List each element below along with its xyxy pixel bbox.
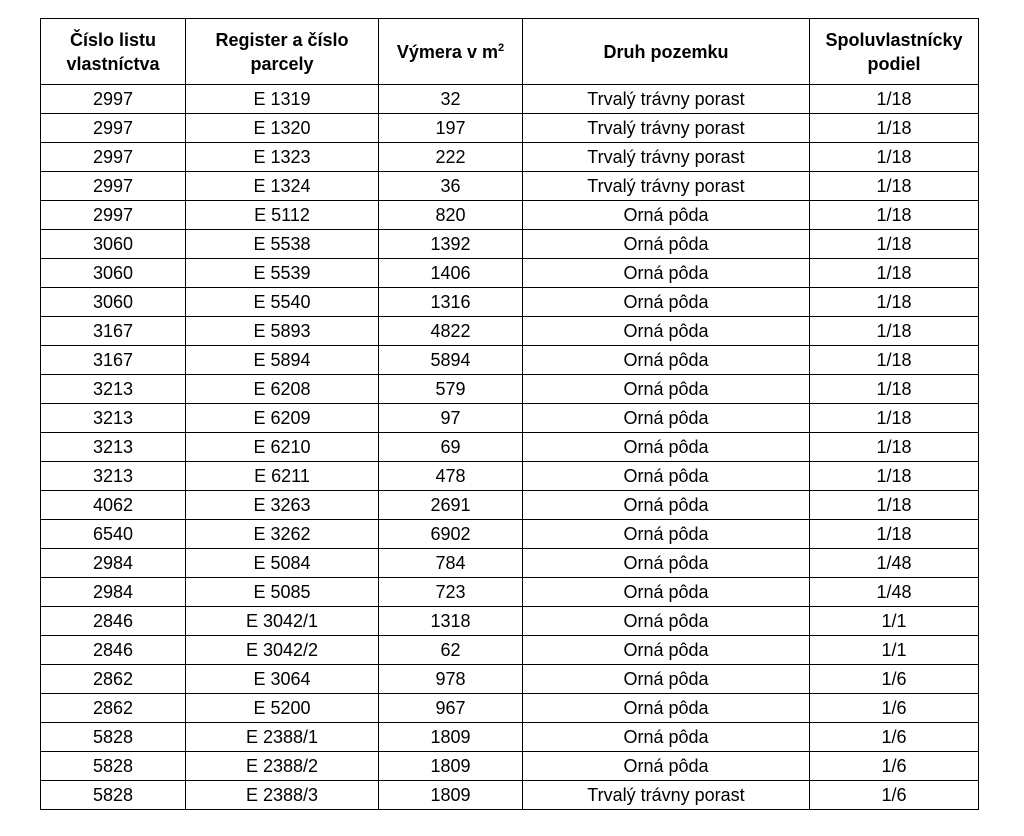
table-row — [41, 404, 979, 433]
cell-land-type: Orná pôda — [523, 259, 810, 288]
header-area-superscript: 2 — [497, 41, 505, 54]
cell-area: 62 — [379, 636, 523, 665]
cell-area: 1316 — [379, 288, 523, 317]
cell-land-type: Orná pôda — [523, 636, 810, 665]
cell-share: 1/18 — [810, 143, 979, 172]
cell-sheet-number: 4062 — [41, 491, 186, 520]
cell-parcel: E 6209 — [186, 404, 379, 433]
table-row — [41, 143, 979, 172]
cell-land-type: Orná pôda — [523, 491, 810, 520]
cell-sheet-number: 3060 — [41, 259, 186, 288]
cell-sheet-number: 2846 — [41, 607, 186, 636]
cell-share: 1/6 — [810, 694, 979, 723]
cell-land-type: Orná pôda — [523, 201, 810, 230]
cell-sheet-number: 3060 — [41, 288, 186, 317]
cell-area: 197 — [379, 114, 523, 143]
header-area — [379, 19, 523, 85]
cell-area: 478 — [379, 462, 523, 491]
cell-parcel: E 6208 — [186, 375, 379, 404]
cell-parcel: E 3262 — [186, 520, 379, 549]
cell-sheet-number: 5828 — [41, 723, 186, 752]
cell-parcel: E 5539 — [186, 259, 379, 288]
cell-parcel: E 1320 — [186, 114, 379, 143]
cell-sheet-number: 3060 — [41, 230, 186, 259]
cell-sheet-number: 2997 — [41, 143, 186, 172]
cell-share: 1/6 — [810, 665, 979, 694]
cell-land-type: Orná pôda — [523, 346, 810, 375]
header-sheet-number: Číslo listu vlastníctva — [41, 19, 186, 85]
cell-parcel: E 5084 — [186, 549, 379, 578]
cell-parcel: E 1323 — [186, 143, 379, 172]
table-row — [41, 462, 979, 491]
header-area-label: Výmera v m — [396, 41, 498, 62]
cell-parcel: E 5894 — [186, 346, 379, 375]
cell-parcel: E 3042/1 — [186, 607, 379, 636]
cell-area: 5894 — [379, 346, 523, 375]
cell-sheet-number: 2846 — [41, 636, 186, 665]
cell-parcel: E 5893 — [186, 317, 379, 346]
cell-land-type: Orná pôda — [523, 665, 810, 694]
cell-parcel: E 5085 — [186, 578, 379, 607]
cell-parcel: E 1324 — [186, 172, 379, 201]
table-row — [41, 549, 979, 578]
table-row — [41, 172, 979, 201]
cell-area: 967 — [379, 694, 523, 723]
cell-share: 1/18 — [810, 114, 979, 143]
cell-share: 1/6 — [810, 781, 979, 810]
cell-land-type: Orná pôda — [523, 462, 810, 491]
cell-land-type: Orná pôda — [523, 404, 810, 433]
cell-area: 1809 — [379, 752, 523, 781]
cell-sheet-number: 3213 — [41, 433, 186, 462]
cell-area: 6902 — [379, 520, 523, 549]
cell-land-type: Trvalý trávny porast — [523, 143, 810, 172]
cell-area: 1318 — [379, 607, 523, 636]
cell-share: 1/6 — [810, 752, 979, 781]
cell-share: 1/1 — [810, 607, 979, 636]
cell-land-type: Trvalý trávny porast — [523, 114, 810, 143]
cell-share: 1/18 — [810, 85, 979, 114]
table-header — [41, 19, 979, 85]
cell-sheet-number: 2997 — [41, 201, 186, 230]
cell-share: 1/18 — [810, 404, 979, 433]
cell-area: 32 — [379, 85, 523, 114]
cell-sheet-number: 2984 — [41, 578, 186, 607]
cell-area: 820 — [379, 201, 523, 230]
cell-sheet-number: 3213 — [41, 404, 186, 433]
cell-parcel: E 6211 — [186, 462, 379, 491]
table-row — [41, 114, 979, 143]
table-row — [41, 491, 979, 520]
cell-land-type: Orná pôda — [523, 317, 810, 346]
cell-share: 1/18 — [810, 172, 979, 201]
table-row — [41, 723, 979, 752]
table-row — [41, 230, 979, 259]
cell-parcel: E 2388/3 — [186, 781, 379, 810]
cell-land-type: Orná pôda — [523, 549, 810, 578]
table-row — [41, 433, 979, 462]
cell-sheet-number: 5828 — [41, 781, 186, 810]
table-row — [41, 317, 979, 346]
parcel-ownership-table — [40, 18, 979, 810]
cell-parcel: E 6210 — [186, 433, 379, 462]
cell-share: 1/18 — [810, 346, 979, 375]
cell-share: 1/18 — [810, 375, 979, 404]
cell-area: 222 — [379, 143, 523, 172]
cell-share: 1/18 — [810, 491, 979, 520]
cell-parcel: E 3064 — [186, 665, 379, 694]
cell-sheet-number: 3167 — [41, 346, 186, 375]
cell-parcel: E 2388/1 — [186, 723, 379, 752]
cell-share: 1/6 — [810, 723, 979, 752]
table-row — [41, 520, 979, 549]
table-row — [41, 636, 979, 665]
cell-land-type: Orná pôda — [523, 694, 810, 723]
cell-sheet-number: 3213 — [41, 462, 186, 491]
cell-parcel: E 3042/2 — [186, 636, 379, 665]
cell-share: 1/48 — [810, 549, 979, 578]
cell-sheet-number: 2997 — [41, 172, 186, 201]
cell-sheet-number: 2862 — [41, 665, 186, 694]
cell-share: 1/18 — [810, 230, 979, 259]
cell-share: 1/1 — [810, 636, 979, 665]
cell-area: 784 — [379, 549, 523, 578]
cell-land-type: Trvalý trávny porast — [523, 781, 810, 810]
table-row — [41, 665, 979, 694]
cell-sheet-number: 3213 — [41, 375, 186, 404]
cell-area: 97 — [379, 404, 523, 433]
cell-parcel: E 5540 — [186, 288, 379, 317]
cell-land-type: Orná pôda — [523, 375, 810, 404]
table-row — [41, 752, 979, 781]
cell-share: 1/18 — [810, 201, 979, 230]
cell-parcel: E 3263 — [186, 491, 379, 520]
table-row — [41, 607, 979, 636]
cell-share: 1/48 — [810, 578, 979, 607]
cell-area: 579 — [379, 375, 523, 404]
cell-sheet-number: 2862 — [41, 694, 186, 723]
cell-area: 1406 — [379, 259, 523, 288]
cell-area: 36 — [379, 172, 523, 201]
cell-share: 1/18 — [810, 259, 979, 288]
cell-land-type: Trvalý trávny porast — [523, 85, 810, 114]
cell-sheet-number: 2997 — [41, 114, 186, 143]
cell-area: 1392 — [379, 230, 523, 259]
header-co-ownership-share: Spoluvlastnícky podiel — [810, 19, 979, 85]
table-row — [41, 346, 979, 375]
cell-share: 1/18 — [810, 433, 979, 462]
cell-parcel: E 5200 — [186, 694, 379, 723]
cell-sheet-number: 5828 — [41, 752, 186, 781]
cell-parcel: E 5112 — [186, 201, 379, 230]
cell-land-type: Orná pôda — [523, 578, 810, 607]
cell-share: 1/18 — [810, 462, 979, 491]
cell-sheet-number: 3167 — [41, 317, 186, 346]
table-row — [41, 259, 979, 288]
header-parcel-register: Register a číslo parcely — [186, 19, 379, 85]
table-row — [41, 781, 979, 810]
table-body — [41, 85, 979, 810]
cell-land-type: Trvalý trávny porast — [523, 172, 810, 201]
cell-area: 4822 — [379, 317, 523, 346]
header-land-type: Druh pozemku — [523, 19, 810, 85]
cell-area: 1809 — [379, 723, 523, 752]
cell-land-type: Orná pôda — [523, 230, 810, 259]
cell-land-type: Orná pôda — [523, 752, 810, 781]
cell-land-type: Orná pôda — [523, 723, 810, 752]
cell-area: 69 — [379, 433, 523, 462]
cell-land-type: Orná pôda — [523, 607, 810, 636]
table-row — [41, 375, 979, 404]
header-row — [41, 19, 979, 85]
table-row — [41, 694, 979, 723]
cell-land-type: Orná pôda — [523, 520, 810, 549]
cell-parcel: E 5538 — [186, 230, 379, 259]
cell-land-type: Orná pôda — [523, 433, 810, 462]
cell-parcel: E 1319 — [186, 85, 379, 114]
cell-area: 2691 — [379, 491, 523, 520]
cell-sheet-number: 6540 — [41, 520, 186, 549]
cell-sheet-number: 2997 — [41, 85, 186, 114]
cell-parcel: E 2388/2 — [186, 752, 379, 781]
cell-sheet-number: 2984 — [41, 549, 186, 578]
cell-land-type: Orná pôda — [523, 288, 810, 317]
table-row — [41, 85, 979, 114]
cell-share: 1/18 — [810, 317, 979, 346]
cell-share: 1/18 — [810, 288, 979, 317]
cell-area: 723 — [379, 578, 523, 607]
cell-area: 1809 — [379, 781, 523, 810]
table-row — [41, 201, 979, 230]
table-row — [41, 288, 979, 317]
cell-share: 1/18 — [810, 520, 979, 549]
cell-area: 978 — [379, 665, 523, 694]
table-row — [41, 578, 979, 607]
